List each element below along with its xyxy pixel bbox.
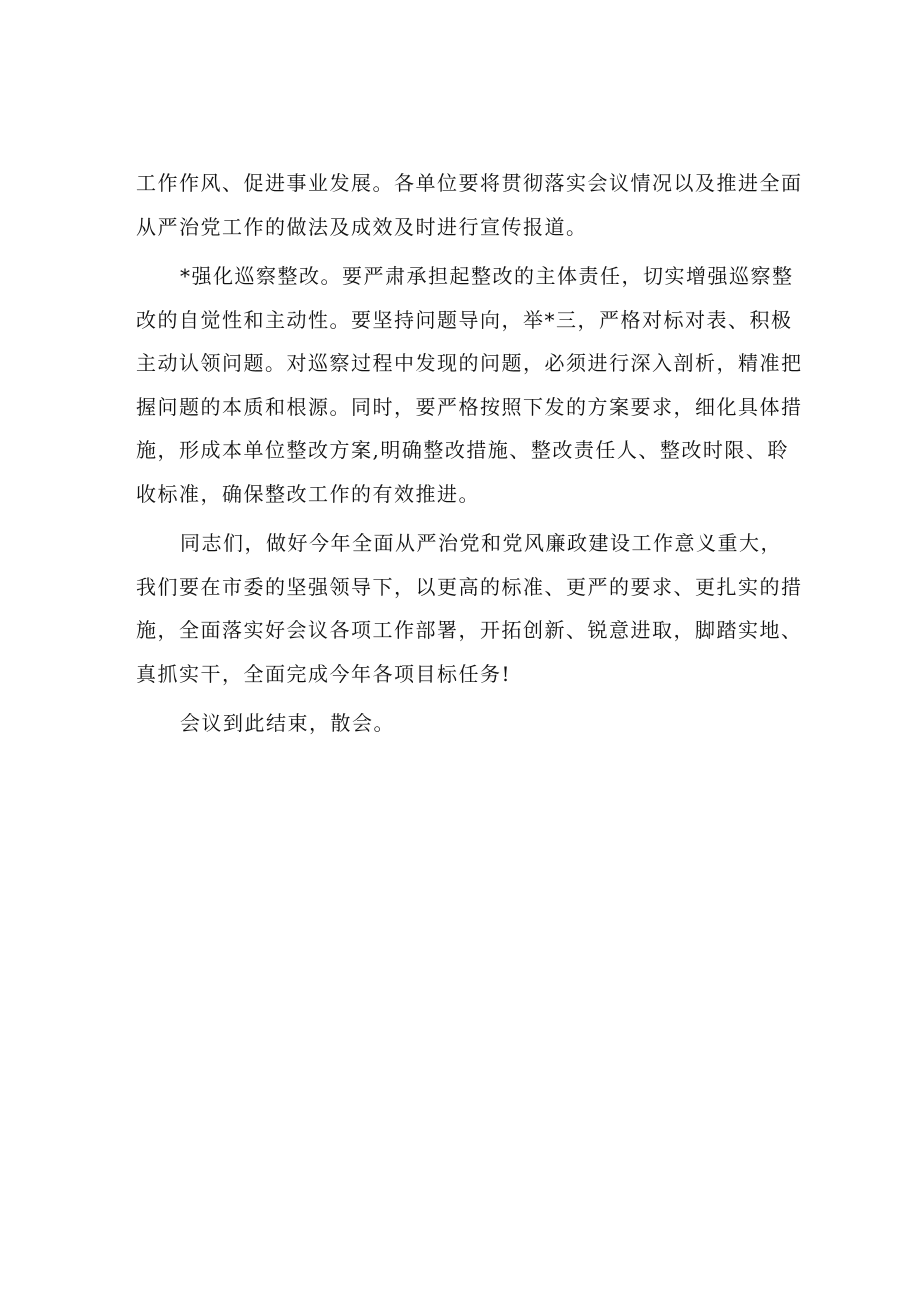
paragraph-line: 同志们，做好今年全面从严治党和党风廉政建设工作意义重大， xyxy=(180,531,782,555)
paragraph-meeting-adjourned xyxy=(136,702,800,746)
paragraph-closing-remarks xyxy=(136,522,803,696)
paragraph-line: 施，全面落实好会议各项工作部署，开拓创新、锐意进取，脚踏实地、 xyxy=(136,618,803,642)
paragraph-line: 握问题的本质和根源。同时，要严格按照下发的方案要求，细化具体措 xyxy=(136,394,803,419)
paragraph-inspection-rectification xyxy=(136,255,803,516)
paragraph-line: 收标准，确保整改工作的有效推进。 xyxy=(136,481,480,506)
paragraph-line: 会议到此结束，散会。 xyxy=(180,711,395,735)
paragraph-line: 我们要在市委的坚强领导下，以更高的标准、更严的要求、更扎实的措 xyxy=(136,574,803,599)
paragraph-line: 从严治党工作的做法及成效及时进行宣传报道。 xyxy=(136,214,588,239)
paragraph-line: 工作作风、促进事业发展。各单位要将贯彻落实会议情况以及推进全面 xyxy=(136,171,803,195)
paragraph-line: 改的自觉性和主动性。要坚持问题导向，举*三，严格对标对表、积极 xyxy=(136,307,793,332)
paragraph-line: *强化巡察整改。要严肃承担起整改的主体责任，切实增强巡察整 xyxy=(180,264,794,288)
paragraph-line: 真抓实干，全面完成今年各项目标任务! xyxy=(136,661,512,686)
paragraph-publicity xyxy=(136,162,803,249)
document-body xyxy=(136,162,803,746)
paragraph-line: 施，形成本单位整改方案,明确整改措施、整改责任人、整改时限、聆 xyxy=(136,438,789,462)
paragraph-line: 主动认领问题。对巡察过程中发现的问题，必须进行深入剖析，精准把 xyxy=(136,351,803,375)
